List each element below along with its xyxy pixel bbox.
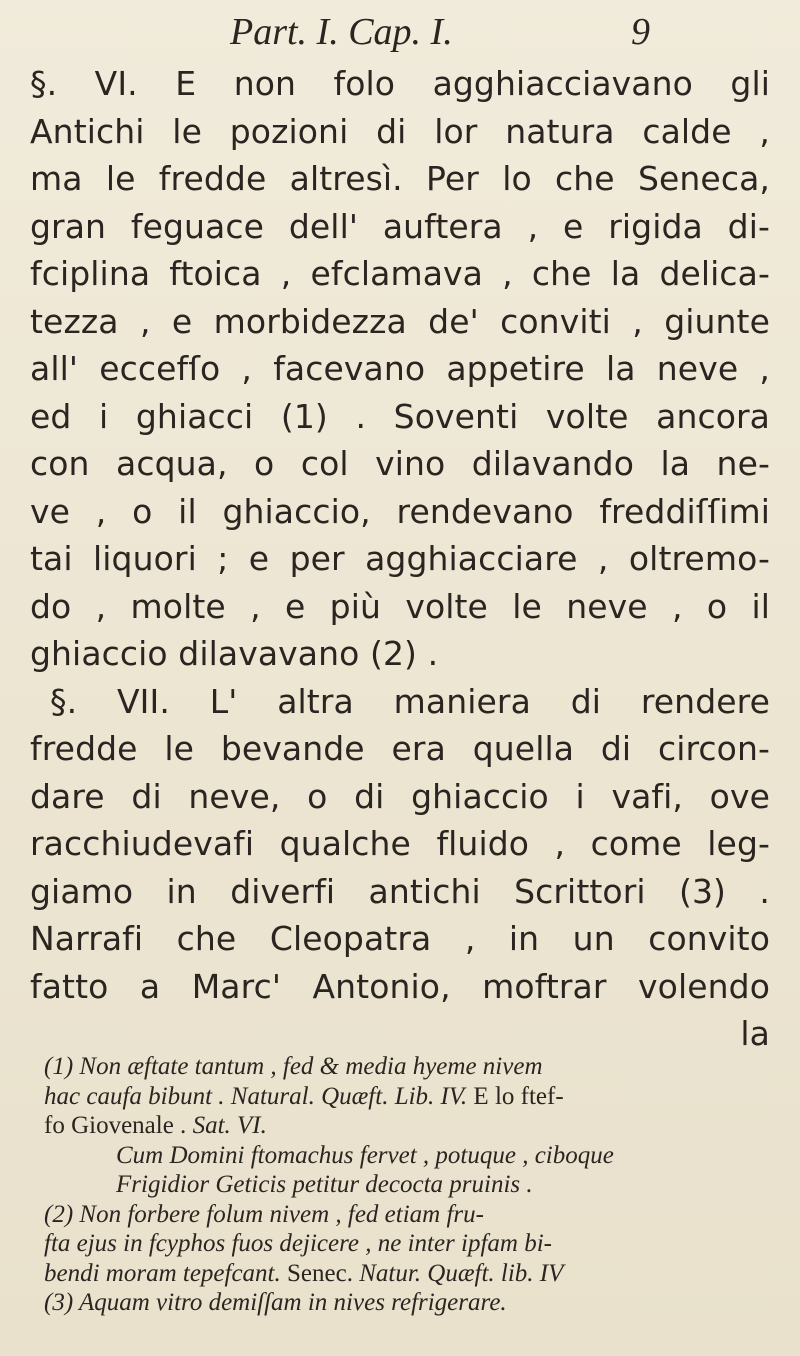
text-line: ve , o il ghiaccio, rendevano freddiſſimi [30, 491, 770, 531]
text-line: con acqua, o col vino dilavando la ne- [30, 444, 770, 483]
footnote-1: (1) Non æftate tantum , fed & media hyeme nivem [44, 1053, 543, 1080]
text-line: Narrafi che Cleopatra , in un convito [30, 919, 770, 958]
footnote-2-citation: Natur. Quæft. lib. IV [359, 1259, 564, 1287]
footnote-1-citation: Sat. VI. [192, 1112, 267, 1139]
footnote-2: (2) Non forbere folum nivem , fed etiam fru- [44, 1200, 484, 1228]
page-number: 9 [631, 11, 650, 53]
footnote-1-cont [44, 1111, 772, 1141]
text-line: dare di neve, o di ghiaccio i vafi, ove [30, 776, 770, 816]
footnote-1-text: fo Giovenale . [44, 1112, 193, 1139]
footnote-1-text: E lo ftef- [467, 1082, 564, 1110]
text-line: tai liquori ; e per agghiacciare , oltremo- [30, 539, 770, 578]
text-line: §. VII. L' altra maniera di rendere [50, 681, 770, 721]
text-line: gran feguace dell' auftera , e rigida di- [30, 206, 770, 246]
footnote-2-cont: fta ejus in fcyphos fuos dejicere , ne inter ipfam bi- [44, 1230, 553, 1257]
running-title: Part. I. Cap. I. [230, 11, 453, 53]
footnotes [44, 1052, 772, 1318]
text-line: giamo in diverfi antichi Scrittori (3) . [30, 871, 770, 911]
text-line: tezza , e morbidezza de' conviti , giunte [30, 301, 770, 341]
footnote-2-source: Senec. [280, 1259, 360, 1287]
footnote-3: (3) Aquam vitro demiſſam in nives refrigerare. [44, 1289, 507, 1316]
footnote-2-text: bendi moram tepefcant. [44, 1259, 281, 1287]
text-line: fredde le bevande era quella di circon- [30, 729, 770, 768]
text-line: fciplina ftoica , efclamava , che la delica- [30, 254, 770, 293]
text-line: ma le fredde altresì. Per lo che Seneca, [30, 159, 770, 198]
text-line: §. VI. E non folo agghiacciavano gli [30, 64, 770, 103]
footnote-1-cont [44, 1082, 772, 1112]
text-line: ghiaccio dilavavano (2) . [30, 634, 439, 673]
text-line: all' eccefſo , facevano appetire la neve , [30, 349, 770, 388]
main-text [30, 60, 770, 1058]
text-line: fatto a Marc' Antonio, moftrar volendo [30, 966, 770, 1006]
footnote-verse: Frigidior Geticis petitur decocta pruinis . [116, 1171, 533, 1198]
footnote-verse: Cum Domini ftomachus fervet , potuque , ciboque [116, 1141, 614, 1169]
catchword: la [740, 1014, 770, 1053]
footnote-2-cont [44, 1259, 772, 1289]
text-line: racchiudevafi qualche fluido , come leg- [30, 824, 770, 863]
text-line: Antichi le pozioni di lor natura calde , [30, 111, 770, 151]
text-line: do , molte , e più volte le neve , o il [30, 586, 770, 626]
text-line: ed i ghiacci (1) . Soventi volte ancora [30, 396, 770, 436]
footnote-1-citation: hac caufa bibunt . Natural. Quæft. Lib. IV. [44, 1082, 468, 1110]
running-header [230, 8, 650, 56]
